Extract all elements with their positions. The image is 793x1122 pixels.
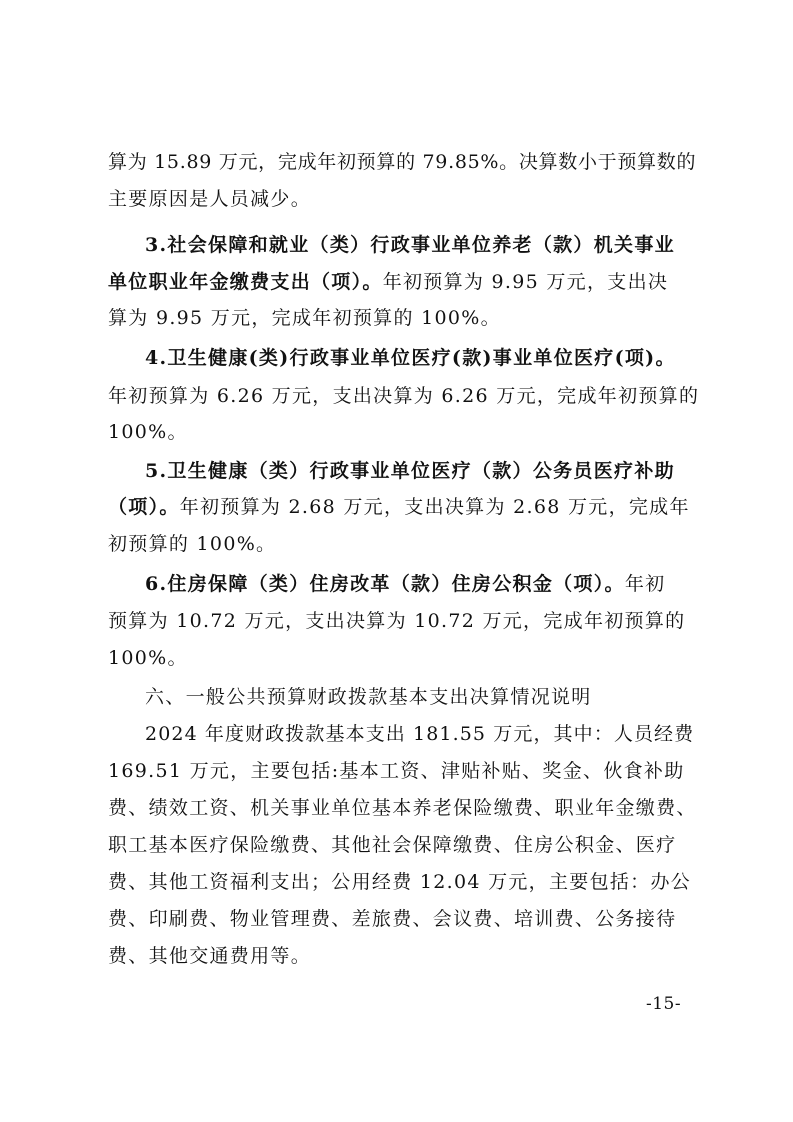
paragraph-line — [108, 796, 697, 820]
text-run: 六、一般公共预算财政拨款基本支出决算情况说明 — [145, 686, 592, 708]
text-run: 169.51 万元，主要包括:基本工资、津贴补贴、奖金、伙食补助 — [108, 760, 685, 782]
paragraph-line — [108, 532, 276, 556]
item-heading-6 — [145, 572, 665, 596]
paragraph-line — [108, 646, 188, 670]
item-heading-3 — [145, 233, 675, 257]
item-heading-5 — [145, 459, 675, 483]
paragraph-line — [108, 833, 676, 857]
paragraph-line — [108, 187, 311, 211]
paragraph-line — [145, 722, 694, 746]
paragraph-line — [108, 420, 188, 444]
text-run: 年初预算为 9.95 万元，支出决 — [382, 271, 669, 293]
paragraph-line — [108, 495, 690, 519]
text-run-bold: 5.卫生健康（类）行政事业单位医疗（款）公务员医疗补助 — [145, 460, 675, 482]
paragraph-line — [108, 870, 691, 894]
text-run: 费、其他交通费用等。 — [108, 945, 312, 967]
paragraph-line — [108, 270, 668, 294]
text-run: 2024 年度财政拨款基本支出 181.55 万元，其中：人员经费 — [145, 723, 695, 745]
text-run: 年初预算为 6.26 万元，支出决算为 6.26 万元，完成年初预算的 — [108, 385, 700, 407]
paragraph-line — [108, 944, 311, 968]
text-run-bold: 单位职业年金缴费支出（项）。 — [108, 271, 383, 293]
paragraph-line — [108, 907, 676, 931]
text-run-bold: 3.社会保障和就业（类）行政事业单位养老（款）机关事业 — [145, 234, 675, 256]
text-run: 主要原因是人员减少。 — [108, 188, 312, 210]
page-number: -15- — [646, 994, 682, 1014]
text-run: 100%。 — [108, 421, 188, 443]
text-run: 费、印刷费、物业管理费、差旅费、会议费、培训费、公务接待 — [108, 908, 677, 930]
paragraph-line — [108, 306, 501, 330]
text-run-bold: 6.住房保障（类）住房改革（款）住房公积金（项）。 — [145, 573, 625, 595]
text-run: 初预算的 100%。 — [108, 533, 277, 555]
section-heading — [145, 685, 592, 709]
text-run-bold: （项）。 — [108, 496, 180, 518]
paragraph-line — [108, 384, 699, 408]
text-run: 年初 — [624, 573, 666, 595]
text-run: 职工基本医疗保险缴费、其他社会保障缴费、住房公积金、医疗 — [108, 834, 677, 856]
text-run-bold: 4.卫生健康(类)行政事业单位医疗(款)事业单位医疗(项)。 — [145, 347, 676, 369]
text-run: 算为 15.89 万元，完成年初预算的 79.85%。决算数小于预算数的 — [108, 151, 697, 173]
text-run: 100%。 — [108, 647, 188, 669]
paragraph-line — [108, 609, 685, 633]
text-run: 费、其他工资福利支出；公用经费 12.04 万元，主要包括：办公 — [108, 871, 692, 893]
text-run: 算为 9.95 万元，完成年初预算的 100%。 — [108, 307, 501, 329]
text-run: 费、绩效工资、机关事业单位基本养老保险缴费、职业年金缴费、 — [108, 797, 697, 819]
paragraph-line — [108, 150, 696, 174]
text-run: 年初预算为 2.68 万元，支出决算为 2.68 万元，完成年 — [179, 496, 690, 518]
text-run: 预算为 10.72 万元，支出决算为 10.72 万元，完成年初预算的 — [108, 610, 686, 632]
paragraph-line — [108, 759, 685, 783]
item-heading-4 — [145, 346, 676, 370]
